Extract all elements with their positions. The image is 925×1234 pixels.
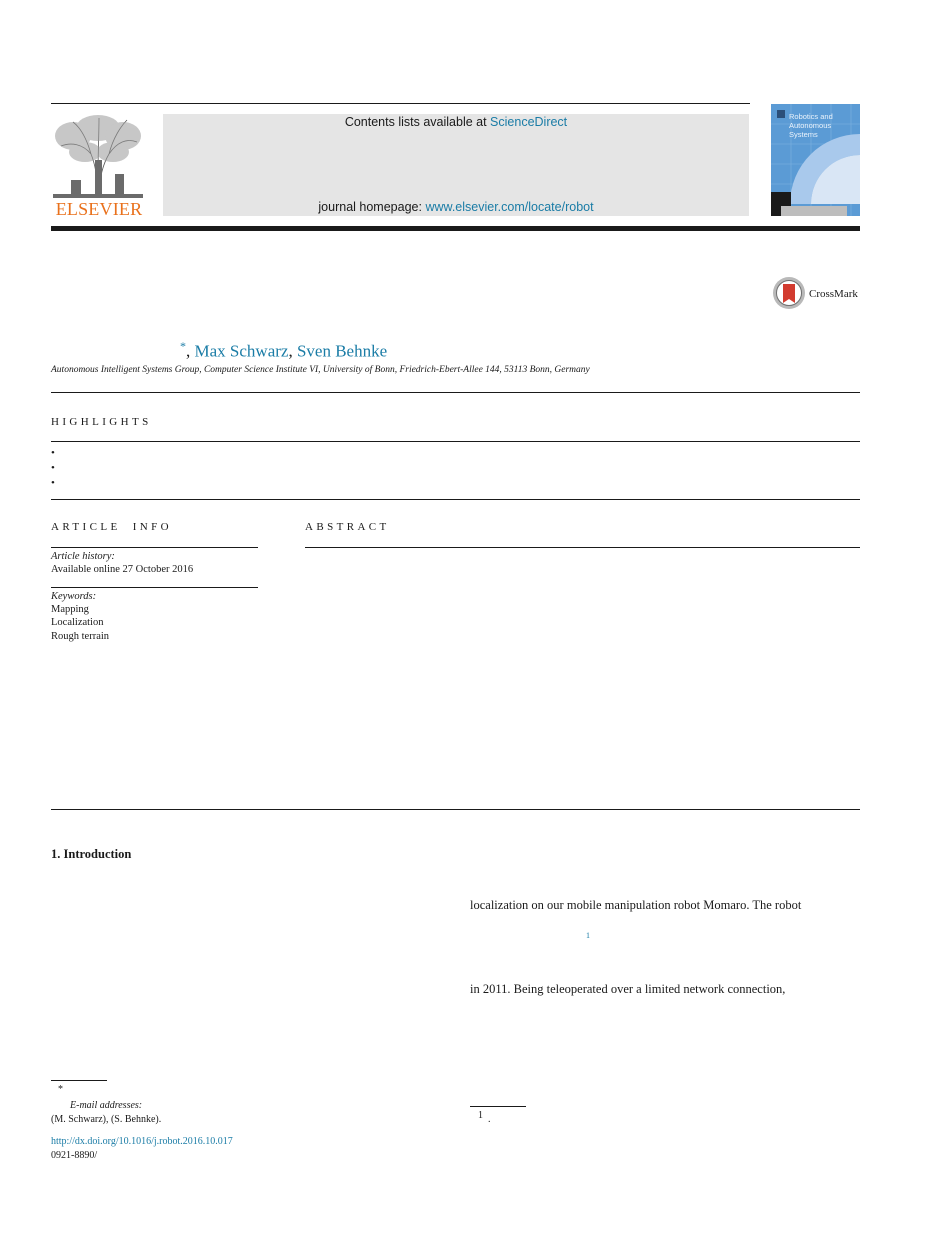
divider xyxy=(51,441,860,442)
author-sven-behnke[interactable]: Sven Behnke xyxy=(296,341,388,361)
crossmark-label[interactable]: CrossMark xyxy=(809,288,858,300)
homepage-prefix: journal homepage: xyxy=(318,200,426,214)
footnote-1-number: 1 xyxy=(478,1110,483,1121)
contents-prefix: Contents lists available at xyxy=(344,115,491,129)
journal-cover xyxy=(771,104,860,216)
author-max-schwarz[interactable]: Max Schwarz xyxy=(194,341,289,361)
author-separator: , xyxy=(288,341,297,361)
footnote-1-text: . xyxy=(488,1114,491,1125)
footnote-star: * xyxy=(58,1084,63,1095)
footnote-rule xyxy=(51,1080,107,1081)
keywords-label: Keywords: xyxy=(51,591,97,602)
highlight-bullet: • xyxy=(51,447,55,459)
issn: 0921-8890/ xyxy=(51,1150,98,1161)
highlight-bullet: • xyxy=(51,477,55,489)
email-label: E-mail addresses: xyxy=(70,1100,143,1111)
divider xyxy=(305,547,860,548)
highlights-heading: HIGHLIGHTS xyxy=(51,416,152,428)
header-bottom-rule xyxy=(51,226,860,231)
keyword-item: Mapping xyxy=(51,604,89,615)
article-info-heading: ARTICLE INFO xyxy=(51,521,172,533)
crossmark-icon[interactable] xyxy=(772,276,806,310)
journal-homepage-link[interactable]: www.elsevier.com/locate/robot xyxy=(425,200,594,214)
divider xyxy=(51,587,258,588)
divider xyxy=(51,547,258,548)
author-list xyxy=(180,339,387,362)
article-history-label: Article history: xyxy=(51,551,115,562)
intro-text-line: localization on our mobile manipulation robot Momaro. The robot xyxy=(470,898,802,912)
affiliation: Autonomous Intelligent Systems Group, Computer Science Institute VI, University of Bonn, Friedrich-Ebert-Allee 144, 53113 Bonn, Germany xyxy=(51,365,590,375)
keyword-item: Localization xyxy=(51,617,104,628)
footnote-ref-1[interactable]: 1 xyxy=(586,931,590,940)
publisher-wordmark: ELSEVIER xyxy=(55,199,143,219)
cover-title-line1: Robotics and xyxy=(789,112,833,121)
contents-line xyxy=(163,115,749,129)
tree-icon xyxy=(53,114,143,198)
footnote-rule xyxy=(470,1106,526,1107)
intro-text-line: in 2011. Being teleoperated over a limited network connection, xyxy=(470,982,786,996)
divider xyxy=(51,499,860,500)
corresponding-author-mark[interactable]: * xyxy=(180,339,186,353)
abstract-heading: ABSTRACT xyxy=(305,521,390,533)
cover-title-line2: Autonomous Systems xyxy=(789,121,832,139)
highlight-bullet: • xyxy=(51,462,55,474)
divider xyxy=(51,392,860,393)
sciencedirect-link[interactable]: ScienceDirect xyxy=(490,115,568,129)
doi-link[interactable]: http://dx.doi.org/10.1016/j.robot.2016.10.017 xyxy=(51,1136,233,1147)
homepage-line xyxy=(163,200,749,214)
header-top-rule xyxy=(51,103,750,104)
divider xyxy=(51,809,860,810)
email-line: (M. Schwarz), (S. Behnke). xyxy=(51,1114,162,1125)
section-heading-introduction: 1. Introduction xyxy=(51,847,132,861)
article-history-value: Available online 27 October 2016 xyxy=(51,564,194,575)
author-separator: , xyxy=(186,341,195,361)
keyword-item: Rough terrain xyxy=(51,631,110,642)
